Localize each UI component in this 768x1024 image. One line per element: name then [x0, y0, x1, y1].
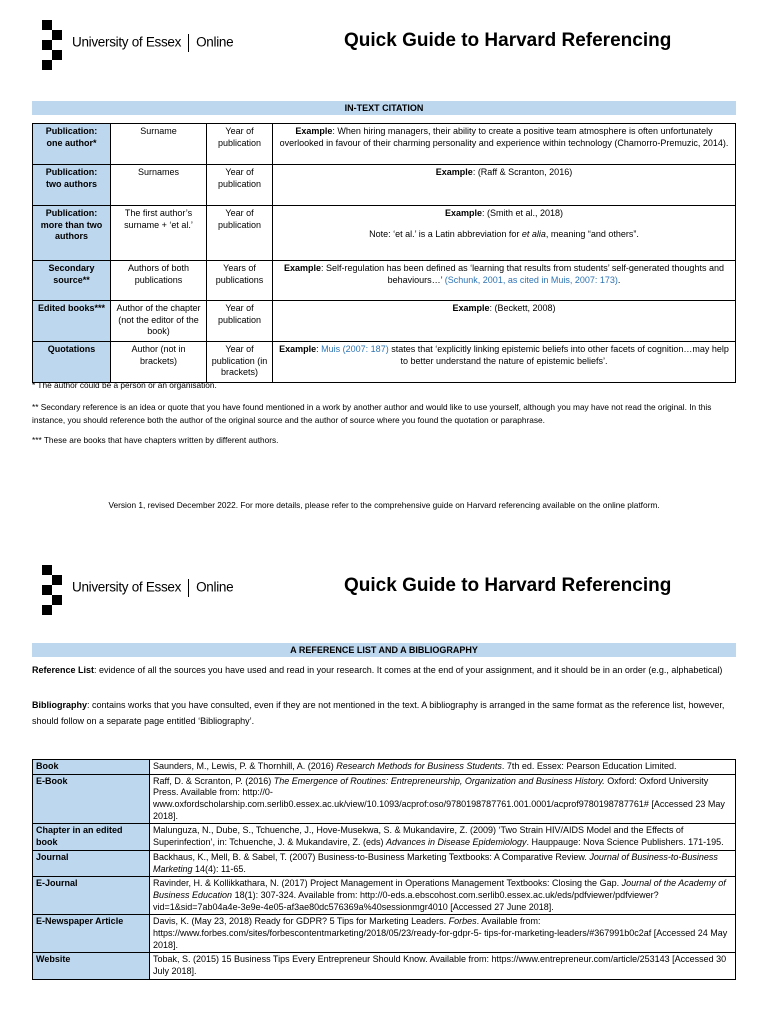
example-cell: Example: Muis (2007: 187) states that ‘explicitly linking epistemic beliefs into other facets of cognition…may help to better understand the nature of epistemic beliefs’.	[273, 342, 736, 383]
reference-cell: Saunders, M., Lewis, P. & Thornhill, A. (2016) Research Methods for Business Students. 7th ed. Essex: Pearson Education Limited.	[150, 760, 736, 775]
reference-cell: Ravinder, H. & Kollikkathara, N. (2017) Project Management in Operations Management Textbooks: Closing the Gap. Journal of the Academy of Business Education 18(1): 307-324. Available from: http://0-eds.a.ebscohost.com.serlib0.essex.ac.uk/eds/pdfviewer/pdfviewer?vid=1&sid=7ab04a4e-3e9e-4e05-af3ae80dc576369a%40sessionmgr4010 [Accessed 27 June 2018].	[150, 877, 736, 915]
reference-cell: Malunguza, N., Dube, S., Tchuenche, J., Hove-Musekwa, S. & Mukandavire, Z. (2009) ‘Two Strain HIV/AIDS Model and the Effects of Superinfection’, in: Tchuenche, J. & Mukandavire, Z. (eds) Advances in Disease Epidemiology. Hauppauge: Nova Science Publishers. 171-195.	[150, 824, 736, 850]
footnote: *** These are books that have chapters written by different authors.	[32, 435, 279, 445]
year-cell: Year of publication	[207, 124, 273, 165]
logo-suffix: Online	[196, 34, 234, 50]
reference-cell: Backhaus, K., Mell, B. & Sabel, T. (2007) Business-to-Business Marketing Textbooks: A Comparative Review. Journal of Business-to-Business Marketing 14(4): 11-65.	[150, 850, 736, 876]
row-label: Book	[33, 760, 150, 775]
table-row	[33, 301, 736, 342]
footnote: ** Secondary reference is an idea or quote that you have found mentioned in a work by another author and would like to use yourself, although you may have not read the original. In this instance, you should reference both the author of the original source and the author of source where you found the quotation or paraphrase.	[32, 402, 712, 426]
row-label: E-Book	[33, 774, 150, 824]
section-band-intext: IN-TEXT CITATION	[32, 101, 736, 115]
row-label: Publication: one author*	[33, 124, 111, 165]
table-row	[33, 342, 736, 383]
section-band-reflist: A REFERENCE LIST AND A BIBLIOGRAPHY	[32, 643, 736, 657]
table-row	[33, 165, 736, 206]
row-label: Publication: two authors	[33, 165, 111, 206]
page-title: Quick Guide to Harvard Referencing	[344, 30, 672, 51]
essex-logo-icon	[42, 565, 64, 613]
author-cell: Surnames	[111, 165, 207, 206]
year-cell: Year of publication	[207, 206, 273, 261]
table-row	[33, 760, 736, 775]
table-row	[33, 877, 736, 915]
reference-cell: Raff, D. & Scranton, P. (2016) The Emergence of Routines: Entrepreneurship, Organization and Business History. Oxford: Oxford University Press. Available from: http://0-www.oxfordscholarship.com.serlib0.essex.ac.uk/view/10.1093/acprof:oso/9780198787761.001.0001/acprof9780198787761# [Accessed 23 May 2018].	[150, 774, 736, 824]
row-label: Publication: more than two authors	[33, 206, 111, 261]
header-page-2	[32, 565, 736, 617]
year-cell: Years of publications	[207, 261, 273, 301]
example-cell: Example: When hiring managers, their ability to create a positive team atmosphere is often unfortunately overlooked in favour of their charming personality and experience within technology (Chamorro-Premuzic, 2014).	[273, 124, 736, 165]
author-cell: Authors of both publications	[111, 261, 207, 301]
logo-suffix: Online	[196, 579, 234, 595]
citation-link: (Schunk, 2001, as cited in Muis, 2007: 173)	[444, 274, 618, 285]
logo-text: University of Essex	[72, 579, 182, 595]
row-label: E-Journal	[33, 877, 150, 915]
reference-cell: Davis, K. (May 23, 2018) Ready for GDPR? 5 Tips for Marketing Leaders. Forbes. Available from: https://www.forbes.com/sites/forbescontentmarketing/2018/05/23/ready-for-gdpr-5- tips-for-marketing-leaders/#367991b0c2af [Accessed 24 May 2018].	[150, 915, 736, 953]
table-row	[33, 953, 736, 979]
author-cell: Surname	[111, 124, 207, 165]
table-row	[33, 261, 736, 301]
table-row	[33, 915, 736, 953]
row-label: Website	[33, 953, 150, 979]
version-note: Version 1, revised December 2022. For more details, please refer to the comprehensive guide on Harvard referencing available on the online platform.	[108, 500, 660, 510]
logo-text: University of Essex	[72, 34, 182, 50]
table-row	[33, 824, 736, 850]
example-cell: Example: Self-regulation has been defined as ‘learning that results from students’ self-generated thoughts and behaviours…’ (Schunk, 2001, as cited in Muis, 2007: 173).	[273, 261, 736, 301]
row-label: Journal	[33, 850, 150, 876]
page-title: Quick Guide to Harvard Referencing	[344, 575, 672, 596]
etal-note: Note: ‘et al.’ is a Latin abbreviation for et alia, meaning “and others”.	[369, 228, 639, 239]
table-row	[33, 774, 736, 824]
year-cell: Year of publication	[207, 165, 273, 206]
footnote: * The author could be a person or an organisation.	[32, 380, 217, 390]
reference-list-definition: Reference List: evidence of all the sources you have used and read in your research. It comes at the end of your assignment, and it should be in an order (e.g., alphabetical)	[32, 665, 723, 675]
author-cell: Author of the chapter (not the editor of the book)	[111, 301, 207, 342]
row-label: Secondary source**	[33, 261, 111, 301]
table-row	[33, 850, 736, 876]
row-label: Quotations	[33, 342, 111, 383]
row-label: Edited books***	[33, 301, 111, 342]
essex-logo-icon	[42, 20, 64, 68]
year-cell: Year of publication (in brackets)	[207, 342, 273, 383]
intext-citation-table	[32, 123, 736, 383]
citation-link: Muis (2007: 187)	[321, 344, 389, 354]
year-cell: Year of publication	[207, 301, 273, 342]
reference-examples-table	[32, 759, 736, 980]
university-logo	[42, 565, 262, 615]
example-cell: Example: (Smith et al., 2018) Note: ‘et al.’ is a Latin abbreviation for et alia, meaning “and others”.	[273, 206, 736, 261]
university-logo	[42, 20, 262, 70]
bibliography-definition: Bibliography: contains works that you have consulted, even if they are not mentioned in the text. A bibliography is arranged in the same format as the reference list, however, should follow on a separate page entitled ‘Bibliography’.	[32, 700, 725, 726]
table-row	[33, 206, 736, 261]
row-label: Chapter in an edited book	[33, 824, 150, 850]
example-cell: Example: (Beckett, 2008)	[273, 301, 736, 342]
author-cell: The first author’s surname + ‘et al.’	[111, 206, 207, 261]
reference-cell: Tobak, S. (2015) 15 Business Tips Every Entrepreneur Should Know. Available from: https://www.entrepreneur.com/article/253143 [Accessed 30 July 2018].	[150, 953, 736, 979]
author-cell: Author (not in brackets)	[111, 342, 207, 383]
table-row	[33, 124, 736, 165]
header-page-1	[32, 20, 736, 72]
row-label: E-Newspaper Article	[33, 915, 150, 953]
example-cell: Example: (Raff & Scranton, 2016)	[273, 165, 736, 206]
